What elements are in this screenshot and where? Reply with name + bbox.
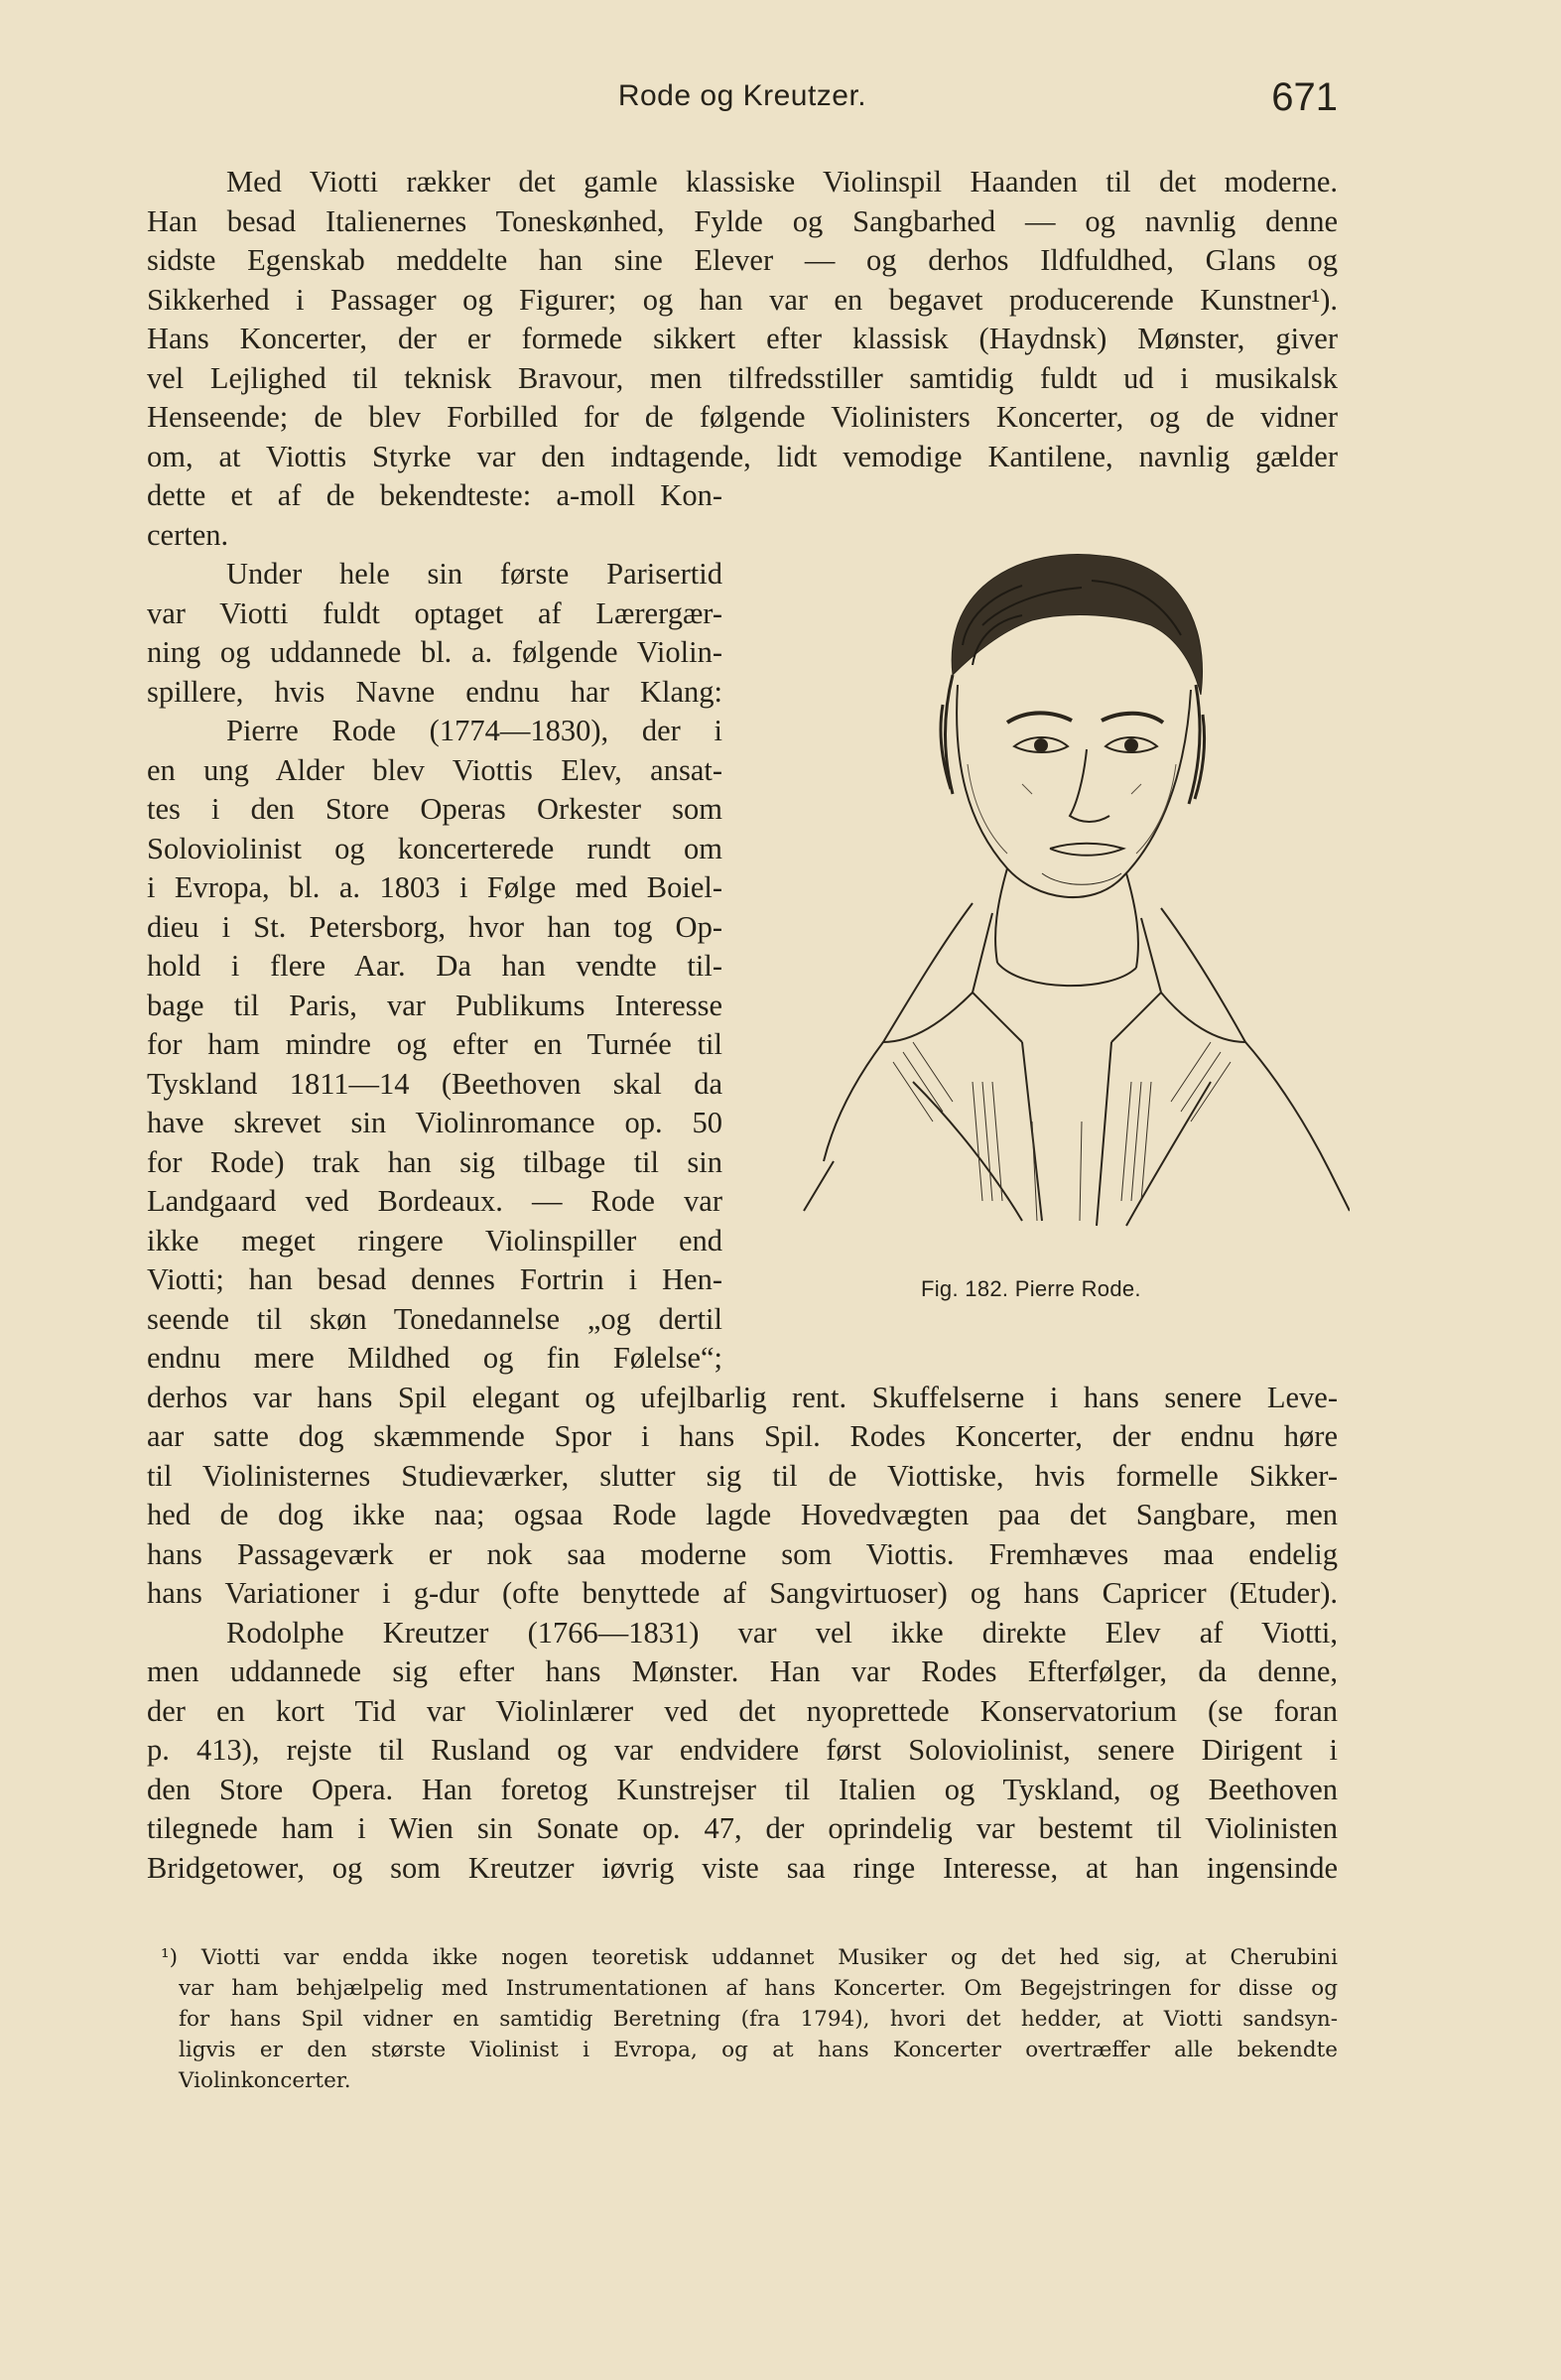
footnote-line: for hans Spil vidner en samtidig Beretning (fra 1794), hvori det hedder, at Viotti sandsyn- [179,2007,1338,2032]
text-line: men uddannede sig efter hans Mønster. Han var Rodes Efterfølger, da denne, [147,1654,1338,1688]
text-line: aar satte dog skæmmende Spor i hans Spil. Rodes Koncerter, der endnu høre [147,1419,1338,1453]
portrait-figure [794,526,1350,1280]
text-line: certen. [147,517,229,552]
text-line: Bridgetower, og som Kreutzer iøvrig viste saa ringe Interesse, at han ingensinde [147,1850,1338,1885]
text-line: ikke meget ringere Violinspiller end [147,1223,722,1257]
text-line: til Violinisternes Studieværker, slutter sig til de Viottiske, hvis formelle Sikker- [147,1458,1338,1493]
text-line: tilegnede ham i Wien sin Sonate op. 47, der oprindelig var bestemt til Violinisten [147,1811,1338,1845]
header-title: Rode og Kreutzer. [617,79,867,112]
text-line: Med Viotti rækker det gamle klassiske Violinspil Haanden til det moderne. [226,165,1338,198]
text-line: Henseende; de blev Forbilled for de følgende Violinisters Koncerter, og de vidner [147,400,1338,434]
text-line: om, at Viottis Styrke var den indtagende, lidt vemodige Kantilene, navnlig gælder [147,439,1338,473]
page-number: 671 [1271,75,1338,119]
text-line: Viotti; han besad dennes Fortrin i Hen- [147,1262,722,1296]
text-line: hans Variationer i g-dur (ofte benyttede af Sangvirtuoser) og hans Capricer (Etuder). [147,1576,1338,1610]
text-line: hed de dog ikke naa; ogsaa Rode lagde Hovedvægten paa det Sangbare, men [147,1498,1338,1531]
text-line: Under hele sin første Parisertid [226,557,722,591]
text-line: sidste Egenskab meddelte han sine Elever — og derhos Ildfuldhed, Glans og [147,243,1338,277]
text-line: Landgaard ved Bordeaux. — Rode var [147,1184,722,1218]
text-line: for ham mindre og efter en Turnée til [147,1027,722,1061]
figure-caption: Fig. 182. Pierre Rode. [921,1276,1141,1301]
text-line: tes i den Store Operas Orkester som [147,792,722,826]
text-line: Pierre Rode (1774—1830), der i [226,714,722,747]
footnote [161,1942,1338,2096]
text-line: ning og uddannede bl. a. følgende Violin- [147,635,722,669]
text-line: Hans Koncerter, der er formede sikkert efter klassisk (Haydnsk) Mønster, giver [147,322,1338,355]
text-line: dette et af de bekendteste: a-moll Kon- [147,478,722,512]
text-line: Sikkerhed i Passager og Figurer; og han var en begavet producerende Kunstner¹). [147,282,1338,317]
text-line: have skrevet sin Violinromance op. 50 [147,1106,722,1139]
footnote-line: var ham behjælpelig med Instrumentationen af hans Koncerter. Om Begejstringen for disse og [179,1976,1338,2001]
text-line: bage til Paris, var Publikums Interesse [147,988,722,1022]
text-line: seende til skøn Tonedannelse „og dertil [147,1301,722,1336]
text-line: endnu mere Mildhed og fin Følelse“; [147,1341,722,1375]
portrait-engraving [794,526,1350,1260]
text-line: Han besad Italienernes Toneskønhed, Fylde og Sangbarhed — og navnlig denne [147,203,1338,238]
text-line: i Evropa, bl. a. 1803 i Følge med Boiel- [147,870,722,904]
text-line: Rodolphe Kreutzer (1766—1831) var vel ikke direkte Elev af Viotti, [226,1615,1338,1650]
text-line: spillere, hvis Navne endnu har Klang: [147,674,722,709]
footnote-line: ligvis er den største Violinist i Evropa, og at hans Koncerter overtræffer alle bekendte [179,2038,1338,2062]
text-line: dieu i St. Petersborg, hvor han tog Op- [147,909,722,944]
text-line: Soloviolinist og koncerterede rundt om [147,831,722,865]
text-line: for Rode) trak han sig tilbage til sin [147,1144,722,1179]
text-line: Tyskland 1811—14 (Beethoven skal da [147,1066,722,1101]
text-line: hans Passageværk er nok saa moderne som Viottis. Fremhæves maa endelig [147,1536,1338,1571]
text-line: en ung Alder blev Viottis Elev, ansat- [147,752,722,787]
text-line: vel Lejlighed til teknisk Bravour, men tilfredsstiller samtidig fuldt ud i musikalsk [147,360,1338,395]
running-header [147,77,1338,121]
text-line: var Viotti fuldt optaget af Lærergær- [147,595,722,630]
text-line: derhos var hans Spil elegant og ufejlbarlig rent. Skuffelserne i hans senere Leve- [147,1380,1338,1414]
text-line: den Store Opera. Han foretog Kunstrejser til Italien og Tyskland, og Beethoven [147,1772,1338,1806]
footnote-line: Violinkoncerter. [179,2068,351,2093]
text-line: hold i flere Aar. Da han vendte til- [147,949,722,983]
footnote-line: ¹) Viotti var endda ikke nogen teoretisk uddannet Musiker og det hed sig, at Cherubini [161,1945,1338,1970]
text-line: der en kort Tid var Violinlærer ved det nyoprettede Konservatorium (se foran [147,1693,1338,1728]
text-line: p. 413), rejste til Rusland og var endvidere først Soloviolinist, senere Dirigent i [147,1733,1338,1767]
